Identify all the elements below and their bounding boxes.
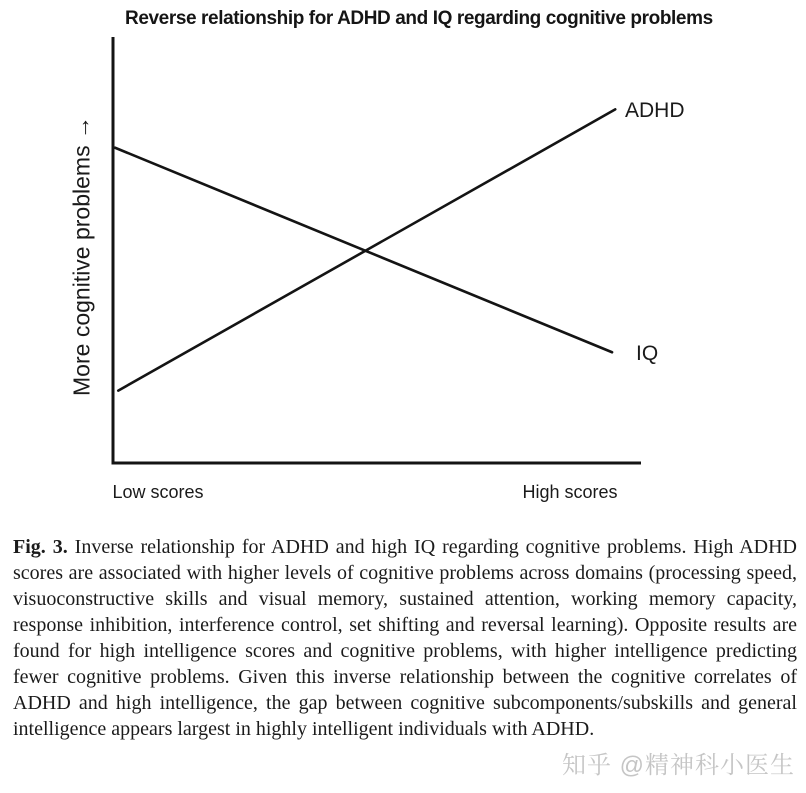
series-label-iq: IQ xyxy=(636,342,659,365)
x-tick-high-scores: High scores xyxy=(522,482,618,502)
chart-title: Reverse relationship for ADHD and IQ regarding cognitive problems xyxy=(125,8,713,29)
figure-caption xyxy=(13,534,797,742)
watermark: 知乎 @精神科小医生 xyxy=(562,752,796,779)
caption-figure-label: Fig. 3. xyxy=(13,536,68,558)
series-line-iq xyxy=(115,148,612,352)
series-label-adhd: ADHD xyxy=(625,99,685,122)
y-axis-label: More cognitive problems → xyxy=(68,116,95,396)
x-tick-low-scores: Low scores xyxy=(112,482,204,502)
caption-text: Inverse relationship for ADHD and high IQ regarding cognitive problems. High ADHD scores are associated with higher levels of cognitive problems across domains (processing speed, visuoconstructive skills and visual memory, sustained attention, working memory capacity, response inhibition, interference control, set shifting and reversal learning). Opposite results are found for high intelligence scores and cognitive problems, with higher intelligence predicting fewer cognitive problems. Given this inverse relationship between the cognitive correlates of ADHD and high intelligence, the gap between cognitive subcomponents/subskills and general intelligence appears largest in highly intelligent individuals with ADHD. xyxy=(13,536,798,740)
